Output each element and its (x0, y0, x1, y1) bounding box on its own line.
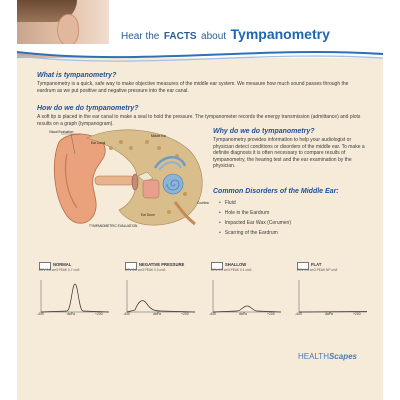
label-ear-canal: Ear Canal (91, 141, 106, 145)
tympanogram-plot (125, 278, 197, 314)
axis-tick-label: -400 (209, 312, 216, 316)
axis-tick-label: +200 (353, 312, 361, 316)
tympanogram-plot (39, 278, 111, 314)
tympanogram (37, 262, 113, 320)
tympanogram-title: NEGATIVE PRESSURE (139, 262, 185, 267)
tympanogram-title: NORMAL (53, 262, 72, 267)
axis-tick-label: -400 (295, 312, 302, 316)
label-ear-drum: Ear Drum (141, 213, 155, 217)
tympanogram-curve (41, 284, 109, 312)
poster (17, 0, 383, 400)
plot-axes (127, 280, 195, 312)
label-visual-evaluation: Visual Evaluation (49, 130, 74, 134)
axis-tick-label: -400 (123, 312, 130, 316)
tympanogram-title: FLAT (311, 262, 322, 267)
axis-tick-label: +200 (181, 312, 189, 316)
axis-tick-label: +200 (95, 312, 103, 316)
ear-shape (57, 14, 79, 46)
tympanogram-readout: ECV 0.8 cm3 PEAK 0.3 cm3 (125, 268, 166, 272)
label-tympanometric-evaluation: TYMPANOMETRIC EVALUATION (89, 224, 138, 228)
disorder-item: • Fluid (219, 200, 236, 206)
logo-health: HEALTH (298, 352, 329, 361)
why-body: Tympanometry provides information to help your audiologist or physician detect conditions or disorders of the middle ear. To make a definite diagnosis it is often necessary to compare results of tympanometry, the hearing test and the ear examination by the physician. (213, 137, 365, 170)
disorders-heading: Common Disorders of the Middle Ear: (213, 188, 339, 195)
plot-axes (41, 280, 109, 312)
tympanogram-plot (211, 278, 283, 314)
axis-tick-label: daPa (67, 312, 75, 316)
tympanogram-plot (297, 278, 369, 314)
axis-tick-label: daPa (153, 312, 161, 316)
title-facts: FACTS (163, 31, 197, 42)
tympanogram-readout: ECV 0.9 cm3 PEAK 0.1 cm3 (211, 268, 252, 272)
tympanogram-title: SHALLOW (225, 262, 247, 267)
tympanogram-row (37, 262, 367, 322)
label-cochlea: Cochlea (197, 201, 209, 205)
axis-tick-label: daPa (325, 312, 333, 316)
why-heading: Why do we do tympanometry? (213, 128, 315, 135)
page-title (121, 26, 330, 44)
header-swoosh (17, 44, 383, 72)
tympanogram (295, 262, 371, 320)
title-about: about (201, 31, 227, 42)
tympanogram (209, 262, 285, 320)
plot-axes (299, 280, 367, 312)
axis-tick-label: -400 (37, 312, 44, 316)
tympanogram (123, 262, 199, 320)
disorder-item: • Impacted Ear Wax (Cerumen) (219, 220, 291, 226)
disorder-item: • Scarring of the Eardrum (219, 230, 278, 236)
title-pre: Hear the (121, 31, 160, 42)
healthscapes-logo (298, 352, 357, 361)
tympanogram-curve (127, 301, 195, 312)
title-main: Tympanometry (230, 26, 330, 42)
what-body: Tympanometry is a quick, safe way to make objective measures of the middle ear system. We measure how much sound passes through the eardrum as we put positive and negative pressure into the ear canal. (37, 81, 349, 94)
what-heading: What is tympanometry? (37, 72, 117, 79)
axis-tick-label: daPa (239, 312, 247, 316)
tympanogram-readout: ECV 0.8 cm3 PEAK NP cm3 (297, 268, 338, 272)
label-middle-ear: Middle Ear (151, 134, 167, 138)
axis-tick-label: +200 (267, 312, 275, 316)
logo-scapes: Scapes (328, 352, 357, 361)
ear-anatomy-illustration (47, 124, 219, 232)
tympanogram-readout: ECV 0.8 cm3 PEAK 0.7 cm3 (39, 268, 80, 272)
how-heading: How do we do tympanometry? (37, 105, 139, 112)
disorder-item: • Hole in the Eardrum (219, 210, 269, 216)
plot-axes (213, 280, 281, 312)
how-body: A soft tip is placed in the ear canal to make a seal to hold the pressure. The tympanometer records the energy transmission (admittance) and plots results on a graph (tympanogram). (37, 114, 361, 127)
